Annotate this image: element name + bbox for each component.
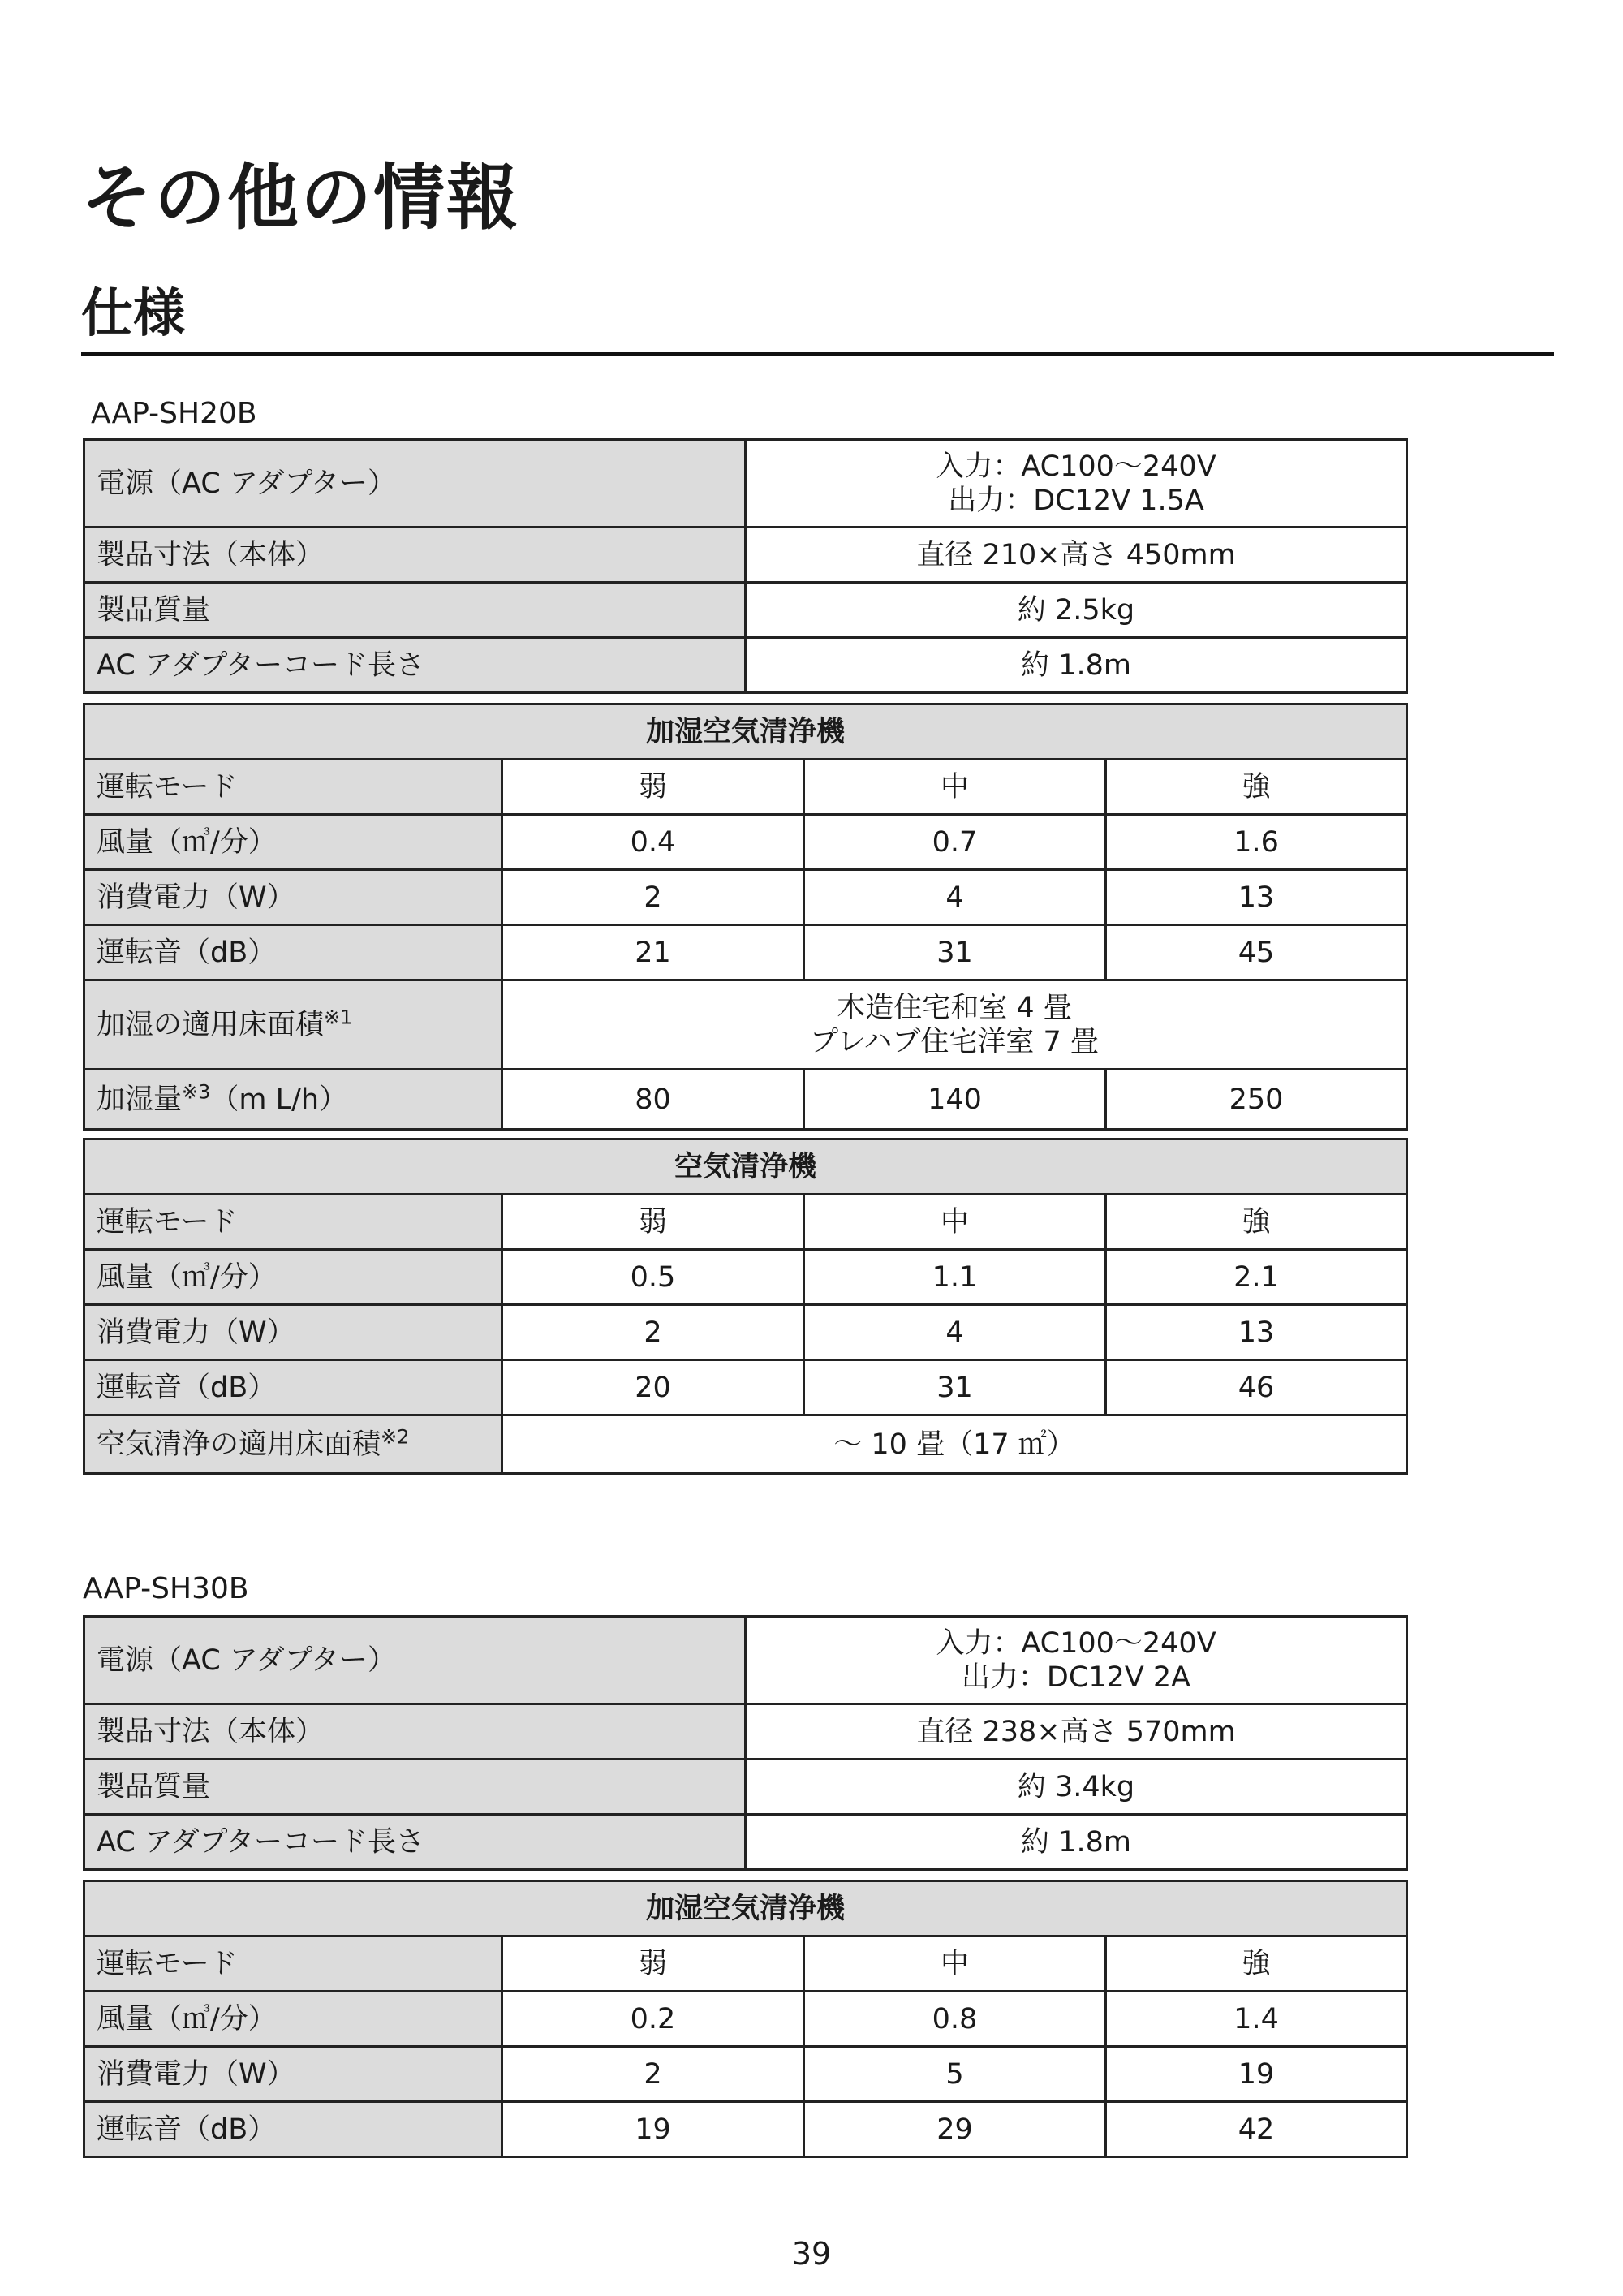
- row-label: 運転音（dB）: [84, 925, 502, 980]
- row-value: [746, 440, 1407, 528]
- row-label: [84, 980, 502, 1070]
- cell-medium: 中: [804, 1936, 1106, 1992]
- label-text: 空気清浄の適用床面積: [97, 1428, 381, 1461]
- table-row: [84, 815, 1407, 870]
- table-header-row: [84, 1139, 1407, 1195]
- row-label: 運転モード: [84, 760, 502, 815]
- value-line: プレハブ住宅洋室 7 畳: [810, 1025, 1099, 1058]
- cell-weak: 2: [502, 1305, 804, 1360]
- row-value: 約 1.8m: [746, 638, 1407, 693]
- page-number: 39: [791, 2236, 832, 2272]
- table-row: [84, 1070, 1407, 1130]
- cell-medium: 31: [804, 925, 1106, 980]
- cell-weak: 0.5: [502, 1250, 804, 1305]
- unit-text: （m L/h）: [210, 1083, 348, 1116]
- row-label: 風量（㎥/分）: [84, 815, 502, 870]
- value-line: 入力：AC100～240V: [936, 1626, 1216, 1660]
- row-label: 運転モード: [84, 1936, 502, 1992]
- row-value: 直径 238×高さ 570mm: [746, 1704, 1407, 1760]
- value-line: 入力：AC100～240V: [936, 450, 1216, 483]
- value-line: 木造住宅和室 4 畳: [837, 991, 1072, 1024]
- model-name: AAP-SH30B: [83, 1572, 249, 1605]
- table-row: [84, 1250, 1407, 1305]
- general-spec-table: [83, 438, 1408, 694]
- cell-medium: 中: [804, 1195, 1106, 1250]
- label-text: 加湿の適用床面積: [97, 1008, 325, 1041]
- model-name: AAP-SH20B: [91, 397, 257, 430]
- cell-strong: 250: [1106, 1070, 1407, 1130]
- cell-weak: 0.4: [502, 815, 804, 870]
- table-row: [84, 870, 1407, 925]
- row-label: 消費電力（W）: [84, 2047, 502, 2102]
- cell-weak: 弱: [502, 1936, 804, 1992]
- cell-weak: 21: [502, 925, 804, 980]
- table-row: [84, 1760, 1407, 1815]
- cell-strong: 42: [1106, 2102, 1407, 2157]
- table-row: [84, 760, 1407, 815]
- table-header-row: [84, 1881, 1407, 1936]
- table-row: [84, 925, 1407, 980]
- row-label: AC アダプターコード長さ: [84, 1815, 746, 1870]
- row-label: 運転音（dB）: [84, 2102, 502, 2157]
- table-row: [84, 528, 1407, 583]
- row-value: 約 2.5kg: [746, 583, 1407, 638]
- cell-strong: 強: [1106, 1195, 1407, 1250]
- cell-weak: 20: [502, 1360, 804, 1415]
- cell-medium: 4: [804, 1305, 1106, 1360]
- cell-weak: 弱: [502, 760, 804, 815]
- row-label: [84, 1070, 502, 1130]
- cell-strong: 1.6: [1106, 815, 1407, 870]
- footnote-mark: ※3: [182, 1079, 211, 1103]
- cell-strong: 19: [1106, 2047, 1407, 2102]
- section-title: 仕様: [81, 284, 185, 344]
- row-label: 消費電力（W）: [84, 1305, 502, 1360]
- cell-weak: 2: [502, 870, 804, 925]
- row-label: 運転音（dB）: [84, 1360, 502, 1415]
- purifier-spec-table: [83, 1138, 1408, 1475]
- row-label: 製品質量: [84, 583, 746, 638]
- cell-strong: 1.4: [1106, 1992, 1407, 2047]
- cell-weak: 80: [502, 1070, 804, 1130]
- row-value: 直径 210×高さ 450mm: [746, 528, 1407, 583]
- row-label: [84, 1415, 502, 1474]
- table-header-row: [84, 704, 1407, 760]
- table-heading: 加湿空気清浄機: [84, 1881, 1407, 1936]
- cell-strong: 強: [1106, 760, 1407, 815]
- page-title: その他の情報: [81, 156, 520, 239]
- cell-weak: 弱: [502, 1195, 804, 1250]
- cell-medium: 0.8: [804, 1992, 1106, 2047]
- cell-strong: 13: [1106, 1305, 1407, 1360]
- row-label: 運転モード: [84, 1195, 502, 1250]
- table-row: [84, 1360, 1407, 1415]
- humidifier-spec-table: [83, 703, 1408, 1131]
- table-row: [84, 1617, 1407, 1704]
- row-value: 約 1.8m: [746, 1815, 1407, 1870]
- cell-strong: 強: [1106, 1936, 1407, 1992]
- table-row: [84, 980, 1407, 1070]
- cell-medium: 31: [804, 1360, 1106, 1415]
- cell-strong: 46: [1106, 1360, 1407, 1415]
- cell-medium: 中: [804, 760, 1106, 815]
- cell-strong: 13: [1106, 870, 1407, 925]
- general-spec-table: [83, 1615, 1408, 1871]
- footnote-mark: ※2: [381, 1424, 410, 1448]
- cell-weak: 0.2: [502, 1992, 804, 2047]
- row-value: [746, 1617, 1407, 1704]
- row-label: 電源（AC アダプター）: [84, 440, 746, 528]
- row-label: 製品寸法（本体）: [84, 1704, 746, 1760]
- cell-medium: 5: [804, 2047, 1106, 2102]
- table-row: [84, 638, 1407, 693]
- table-row: [84, 1195, 1407, 1250]
- cell-medium: 4: [804, 870, 1106, 925]
- table-row: [84, 1704, 1407, 1760]
- value-line: 出力：DC12V 2A: [961, 1661, 1191, 1694]
- cell-weak: 2: [502, 2047, 804, 2102]
- row-label: 製品質量: [84, 1760, 746, 1815]
- row-label: 風量（㎥/分）: [84, 1250, 502, 1305]
- cell-medium: 29: [804, 2102, 1106, 2157]
- table-row: [84, 1305, 1407, 1360]
- cell-weak: 19: [502, 2102, 804, 2157]
- table-row: [84, 1815, 1407, 1870]
- table-heading: 空気清浄機: [84, 1139, 1407, 1195]
- cell-strong: 45: [1106, 925, 1407, 980]
- value-line: 出力：DC12V 1.5A: [948, 484, 1204, 517]
- table-row: [84, 2102, 1407, 2157]
- row-label: 製品寸法（本体）: [84, 528, 746, 583]
- row-label: 消費電力（W）: [84, 870, 502, 925]
- table-row: [84, 1936, 1407, 1992]
- label-text: 加湿量: [97, 1083, 183, 1116]
- table-row: [84, 1992, 1407, 2047]
- cell-medium: 140: [804, 1070, 1106, 1130]
- row-label: 風量（㎥/分）: [84, 1992, 502, 2047]
- cell-medium: 0.7: [804, 815, 1106, 870]
- cell-medium: 1.1: [804, 1250, 1106, 1305]
- row-value: 約 3.4kg: [746, 1760, 1407, 1815]
- footnote-mark: ※1: [324, 1005, 353, 1028]
- section-divider: [81, 352, 1554, 356]
- table-row: [84, 1415, 1407, 1474]
- humidifier-spec-table: [83, 1880, 1408, 2158]
- row-value: ～ 10 畳（17 ㎡）: [502, 1415, 1407, 1474]
- row-label: AC アダプターコード長さ: [84, 638, 746, 693]
- table-row: [84, 583, 1407, 638]
- cell-strong: 2.1: [1106, 1250, 1407, 1305]
- row-label: 電源（AC アダプター）: [84, 1617, 746, 1704]
- table-row: [84, 440, 1407, 528]
- table-row: [84, 2047, 1407, 2102]
- table-heading: 加湿空気清浄機: [84, 704, 1407, 760]
- row-value: [502, 980, 1407, 1070]
